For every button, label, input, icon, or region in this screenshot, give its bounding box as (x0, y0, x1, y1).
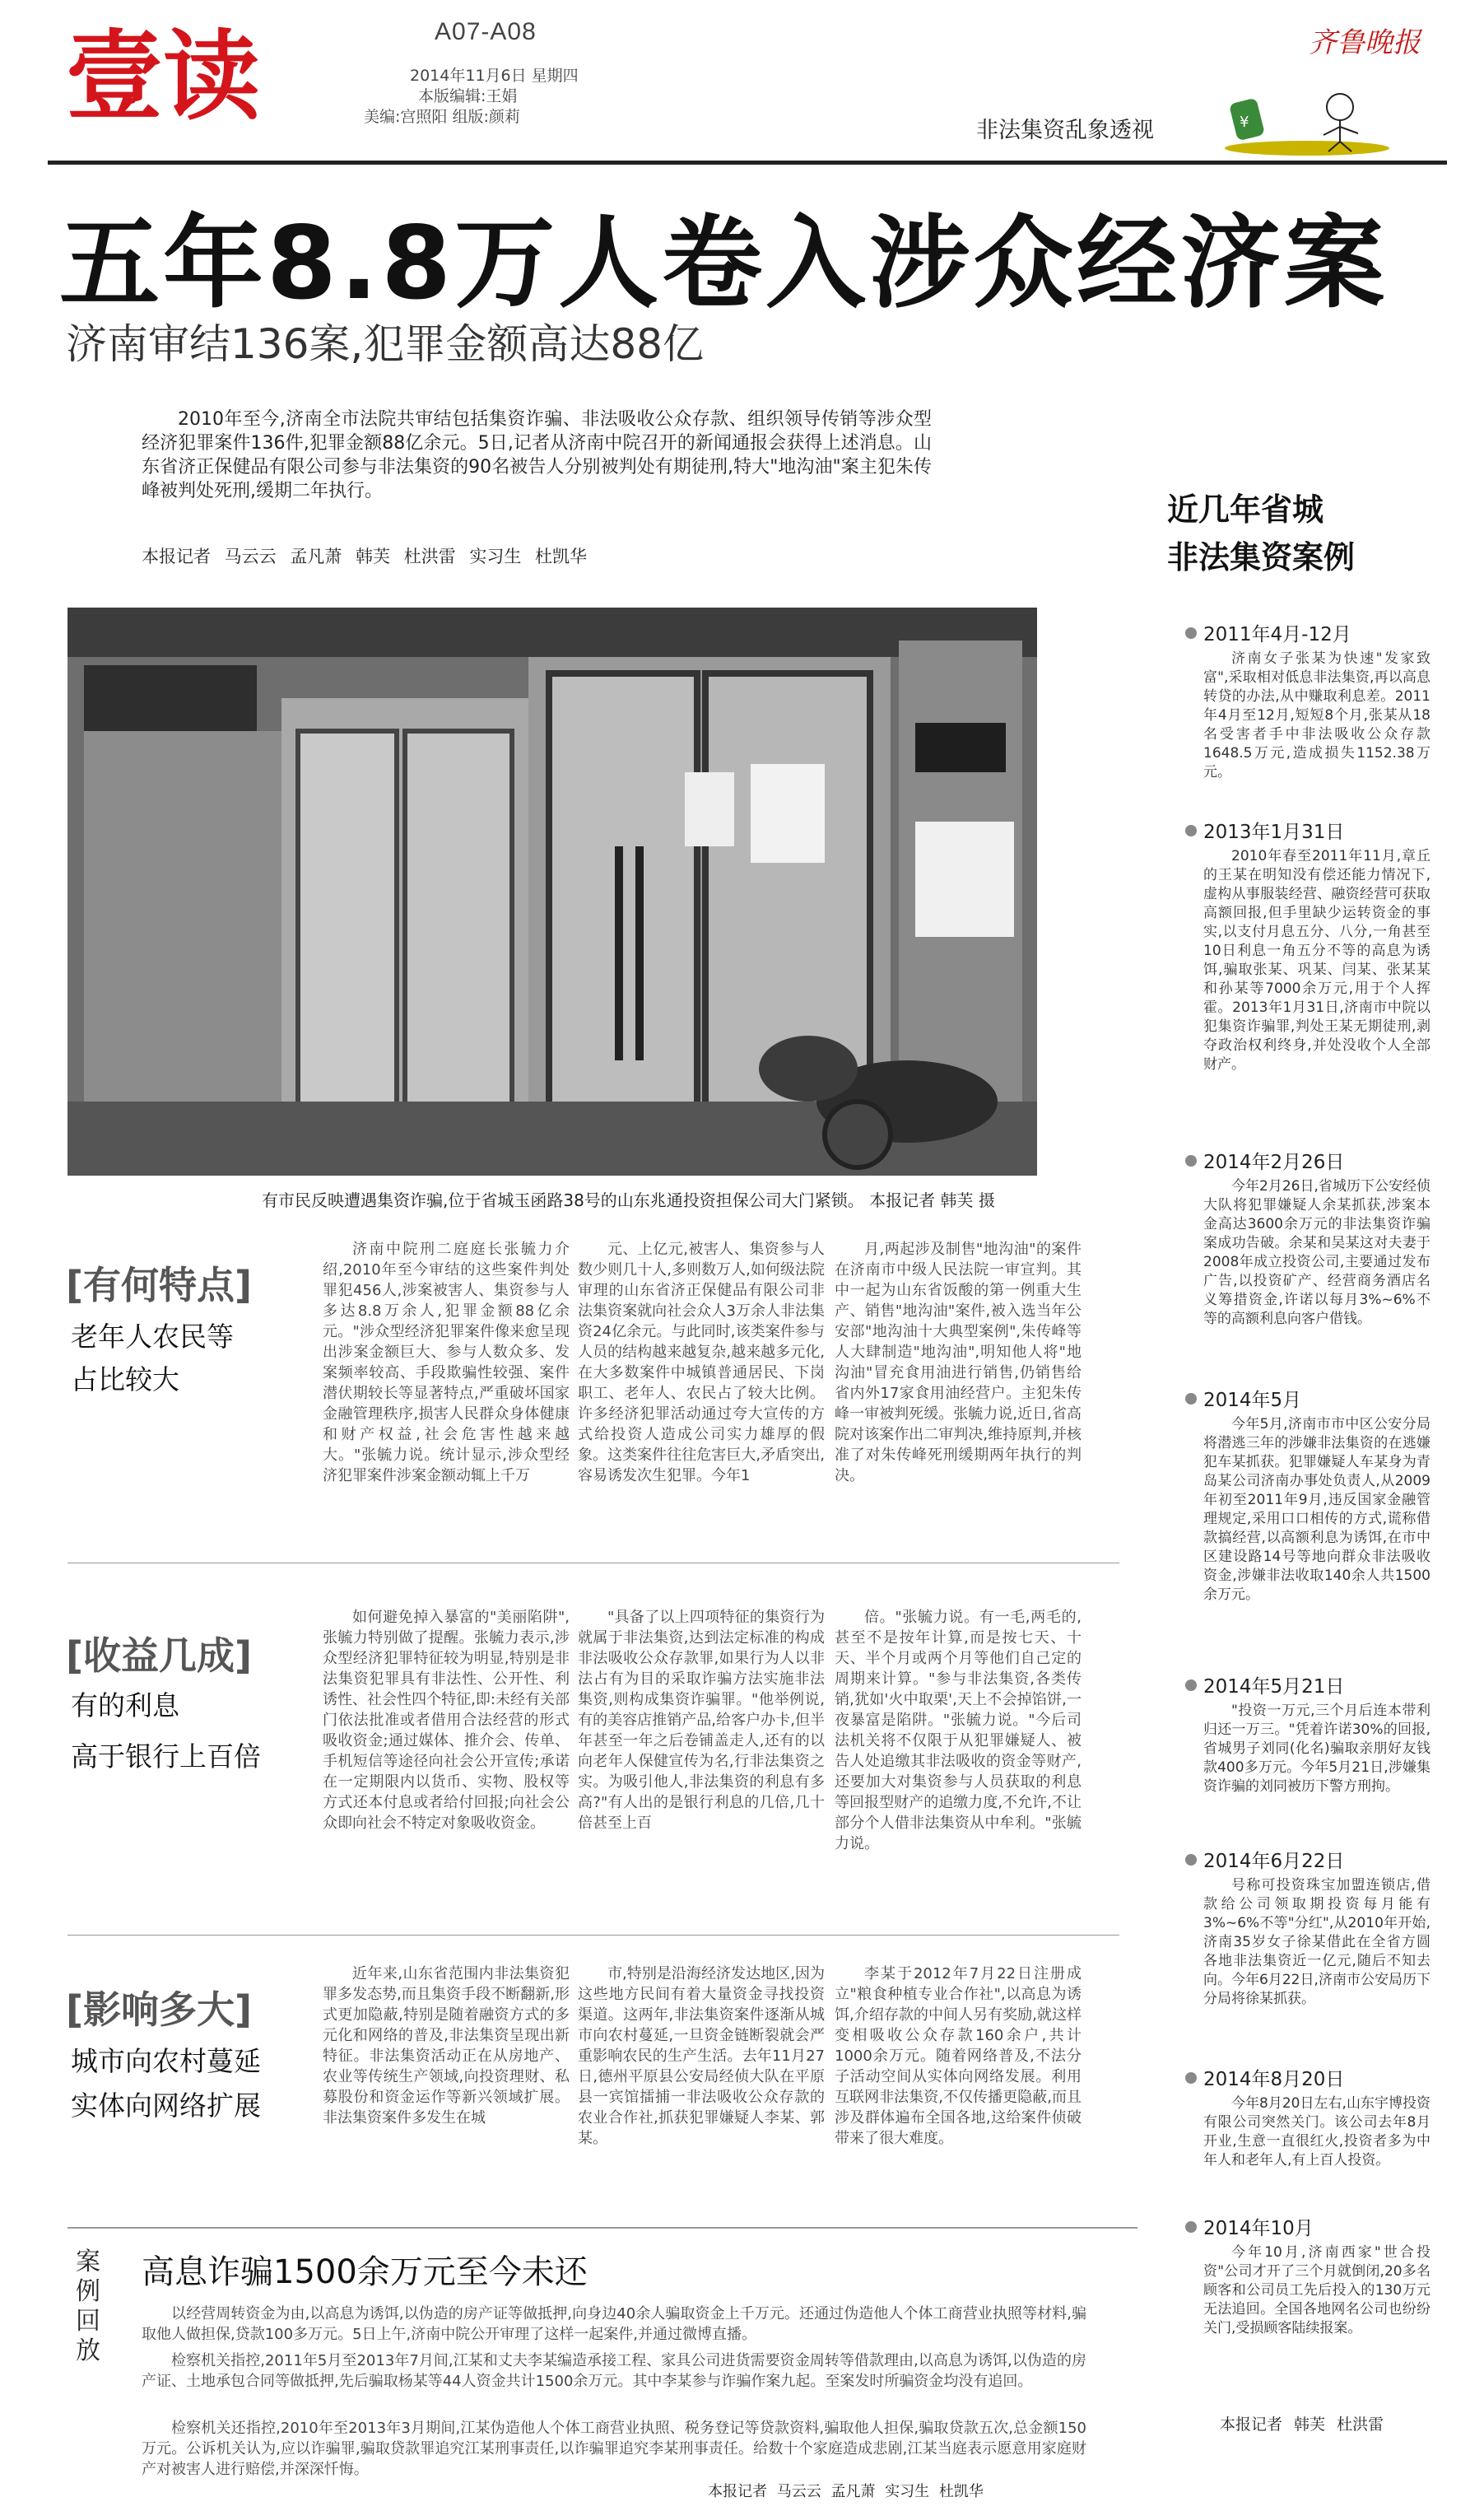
case-paragraph: 检察机关还指控,2010年至2013年3月期间,江某伪造他人个体工商营业执照、税务登记等贷款资料,骗取他人担保,骗取贷款五次,总金额150万元。公诉机关认为,应以诈骗罪,骗取贷款罪追究江某刑事责任,以诈骗罪追究李某刑事责任。给数十个家庭造成悲剧,江某当庭表示愿意用家庭财产对被害人进行赔偿,并深深忏悔。 (142, 2420, 1086, 2478)
sidebar-entry-date: 2014年2月26日 (1185, 1147, 1344, 1174)
section-column: 李某于2012年7月22日注册成立"粮食种植专业合作社",以高息为诱饵,介绍存款的中间人另有奖励,就这样变相吸收公众存款160余户,共计1000余万元。随着网络普及,不法分子活动空间从实体向网络发展。利用互联网非法集资,不仅传播更隐蔽,而且涉及群体遍布全国各地,这给案件侦破带来了很大难度。 (835, 1965, 1082, 2147)
section-tag: [有何特点] (66, 1263, 253, 1307)
bullet-icon (1185, 1155, 1197, 1167)
money-bag-illustration-icon (1217, 76, 1398, 158)
sidebar-entry-date: 2011年4月-12月 (1185, 619, 1351, 646)
brand-logo-text: 壹读 (66, 20, 261, 125)
sidebar-byline: 本报记者 韩芙 杜洪雷 (1220, 2415, 1384, 2434)
page-editor: 本版编辑:王娟 (418, 87, 518, 105)
sidebar-entry-text: 今年2月26日,省城历下公安经侦大队将犯罪嫌疑人余某抓获,涉案本金高达3600余万元的非法集资诈骗案成功告破。余某和吴某这对夫妻于2008年成立投资公司,主要通过发布广告,以投资矿产、经营商务酒店名义筹措资金,许诺以每月3%~6%不等的高额利息向客户借钱。 (1203, 1178, 1431, 1327)
lead-paragraph: 2010年至今,济南全市法院共审结包括集资诈骗、非法吸收公众存款、组织领导传销等涉众型经济犯罪案件136件,犯罪金额88亿余元。5日,记者从济南中院召开的新闻通报会获得上述消息。山东省济正保健品有限公司参与非法集资的90名被告人分别被判处有期徒刑,特大"地沟油"案主犯朱传峰被判处死刑,缓期二年执行。 (142, 409, 932, 501)
section-column: "具备了以上四项特征的集资行为就属于非法集资,达到法定标准的构成非法吸收公众存款罪,如果行为人以非法占有为目的采取诈骗方法实施非法集资,则构成集资诈骗罪。"他举例说,有的美容店推销产品,给客户办卡,但半年甚至一年之后卷铺盖走人,还有的以向老年人保健宣传为名,行非法集资之实。为吸引他人,非法集资的利息有多高?"有人出的是银行利息的几倍,几十倍甚至上百 (578, 1609, 825, 1832)
photo-caption: 有市民反映遭遇集资诈骗,位于省城玉函路38号的山东兆通投资担保公司大门紧锁。 本报记者 韩芙 摄 (262, 1190, 995, 1210)
section-tag: [收益几成] (66, 1633, 253, 1678)
bullet-icon (1185, 825, 1197, 836)
topic-label: 非法集资乱象透视 (976, 118, 1154, 143)
sidebar-entry-text: "投资一万元,三个月后连本带利归还一万三。"凭着许诺30%的回报,省城男子刘同(化名)骗取亲朋好友钱款400多万元。今年5月21日,涉嫌集资诈骗的刘同被历下警方刑拘。 (1203, 1703, 1431, 1795)
header-divider (48, 161, 1447, 165)
bullet-icon (1185, 1679, 1197, 1691)
sidebar-entry-date: 2014年5月 (1185, 1385, 1301, 1412)
section-subtitle: 城市向农村蔓延 (71, 2045, 261, 2077)
case-title: 高息诈骗1500余万元至今未还 (142, 2253, 588, 2291)
section-column: 如何避免掉入暴富的"美丽陷阱",张毓力特别做了提醒。张毓力表示,涉众型经济犯罪特征较为明显,特别是非法集资犯罪具有非法性、公开性、利诱性、社会性四个特征,即:未经有关部门依法批准或者借用合法经营的形式吸收资金;通过媒体、推介会、传单、手机短信等途径向社会公开宣传;承诺在一定期限内以货币、实物、股权等方式还本付息或者给付回报;向社会公众即向社会不特定对象吸收资金。 (323, 1609, 570, 1832)
section-subtitle: 高于银行上百倍 (71, 1740, 261, 1773)
sidebar-entry-text: 号称可投资珠宝加盟连锁店,借款给公司领取期投资每月能有3%~6%不等"分红",从2010年开始,济南35岁女子徐某借此在全省方圆各地非法集资近一亿元,随后不知去向。今年6月22日,济南市公安局历下分局将徐某抓获。 (1203, 1877, 1431, 2007)
subheadline: 济南审结136案,犯罪金额高达88亿 (66, 320, 704, 368)
sidebar-entry-date: 2014年8月20日 (1185, 2064, 1344, 2091)
bullet-icon (1185, 1393, 1197, 1405)
sidebar-entry-text: 今年5月,济南市市中区公安分局将潜逃三年的涉嫌非法集资的在逃嫌犯车某抓获。犯罪嫌疑人车某身为青岛某公司济南办事处负责人,从2009年初至2011年9月,违反国家金融管理规定,采用口口相传的方式,谎称借款搞经营,以高额利息为诱饵,在市中区建设路14号等地向群众非法吸收资金,涉嫌非法收取140余人共1500余万元。 (1203, 1416, 1431, 1603)
case-paragraph: 检察机关指控,2011年5月至2013年7月间,江某和丈夫李某编造承接工程、家具公司进货需要资金周转等借款理由,以高息为诱饵,以伪造的房产证、土地承包合同等做抵押,先后骗取杨某等44人资金共计1500余万元。其中李某参与诈骗作案九起。至案发时所骗资金均没有追回。 (142, 2352, 1086, 2390)
section-column: 倍。"张毓力说。有一毛,两毛的,甚至不是按年计算,而是按七天、十天、半个月或两个月等他们自己定的周期来计算。"参与非法集资,各类传销,犹如'火中取栗',天上不会掉馅饼,一夜暴富是陷阱。"张毓力说。"今后司法机关将不仅限于从犯罪嫌疑人、被告人处追缴其非法吸收的资金等财产,还要加大对集资参与人员获取的利息等回报型财产的追缴力度,不允许,不让部分个人借非法集资从中牟利。"张毓力说。 (835, 1609, 1082, 1852)
sidebar-entry-date: 2014年10月 (1185, 2213, 1314, 2240)
section-subtitle: 老年人农民等 (71, 1321, 234, 1353)
bullet-icon (1185, 627, 1197, 639)
section-tag: [影响多大] (66, 1987, 253, 2032)
bullet-icon (1185, 2072, 1197, 2084)
sidebar-entry-date: 2014年6月22日 (1185, 1846, 1344, 1873)
section-subtitle: 有的利息 (71, 1689, 179, 1721)
sidebar-entry-text: 2010年春至2011年11月,章丘的王某在明知没有偿还能力情况下,虚构从事服装经营、融资经营可获取高额回报,但手里缺少运转资金的事实,以支付月息五分、八分,一角甚至10日利息一角五分不等的高息为诱饵,骗取张某、巩某、闫某、张某某和孙某等7000余万元,用于个人挥霍。2013年1月31日,济南市中院以犯集资诈骗罪,判处王某无期徒刑,剥夺政治权利终身,并处没收个人全部财产。 (1203, 848, 1431, 1073)
section-column: 元、上亿元,被害人、集资参与人数少则几十人,多则数万人,如何级法院审理的山东省济正保健品有限公司非法集资案就向社会众人3万余人非法集资24亿余元。与此同时,该类案件参与人员的结构越来越复杂,越来越多元化,在大多数案件中城镇普通居民、下岗职工、老年人、农民占了较大比例。许多经济犯罪活动通过夸大宣传的方式给投资人造成公司实力雄厚的假象。这类案件往往危害巨大,矛盾突出,容易诱发次生犯罪。今年1 (578, 1241, 825, 1484)
section-subtitle: 占比较大 (71, 1363, 179, 1395)
svg-text:¥: ¥ (1240, 114, 1249, 131)
sidebar-entry-text: 济南女子张某为快速"发家致富",采取相对低息非法集资,再以高息转贷的办法,从中赚取利息差。2011年4月至12月,短短8个月,张某从18名受害者手中非法吸收公众存款1648.5万元,造成损失1152.38万元。 (1203, 650, 1431, 780)
page-art-credit: 美编:宫照阳 组版:颜莉 (364, 108, 520, 126)
sidebar-entry-text: 今年10月,济南西家"世合投资"公司才开了三个月就倒闭,20多名顾客和公司员工先后投入的130万元无法追回。全国各地网名公司也纷纷关门,受损顾客陆续报案。 (1203, 2244, 1431, 2336)
section-column: 近年来,山东省范围内非法集资犯罪多发态势,而且集资手段不断翻新,形式更加隐蔽,特别是随着融资方式的多元化和网络的普及,非法集资呈现出新特征。非法集资活动正在从房地产、农业等传统生产领域,向投资理财、私募股份和资金运作等新兴领域扩展。非法集资案件多发生在城 (323, 1965, 570, 2127)
page-range: A07-A08 (435, 18, 537, 45)
section-subtitle: 实体向网络扩展 (71, 2089, 261, 2122)
newspaper-logo: 齐鲁晚报 (1309, 26, 1421, 59)
case-label: 案例回放 (76, 2248, 100, 2365)
sidebar-title-line: 非法集资案例 (1167, 539, 1356, 575)
bullet-icon (1185, 2221, 1197, 2233)
section-column: 济南中院刑二庭庭长张毓力介绍,2010年至今审结的这些案件判处罪犯456人,涉案被害人、集资参与人多达8.8万余人,犯罪金额88亿余元。"涉众型经济犯罪案件像来愈呈现出涉案金额巨大、参与人数众多、发案频率较高、手段欺骗性较强、案件潜伏期较长等显著特点,严重破坏国家金融管理秩序,损害人民群众身体健康和财产权益,社会危害性越来越大。"张毓力说。统计显示,涉众型经济犯罪案件涉案金额动辄上千万 (323, 1241, 570, 1484)
sidebar-title-line: 近几年省城 (1167, 491, 1324, 528)
section-column: 月,两起涉及制售"地沟油"的案件在济南市中级人民法院一审宣判。其中一起为山东省饭酸的第一例重大生产、销售"地沟油"案件,被入选当年公安部"地沟油十大典型案例",朱传峰等人大肆制造"地沟油",明知他人将"地沟油"冒充食用油进行销售,仍销售给省内外17家食用油经营户。主犯朱传峰一审被判死缓。张毓力说,近日,省高院对该案作出二审判决,维持原判,并核准了对朱传峰死刑缓期两年执行的判决。 (835, 1241, 1082, 1484)
sidebar-entry-date: 2014年5月21日 (1185, 1671, 1344, 1698)
brand-logo (66, 18, 337, 125)
case-byline: 本报记者 马云云 孟凡萧 实习生 杜凯华 (708, 2483, 984, 2500)
issue-date: 2014年11月6日 星期四 (410, 67, 579, 85)
case-paragraph: 以经营周转资金为由,以高息为诱饵,以伪造的房产证等做抵押,向身边40余人骗取资金上千万元。还通过伪造他人个体工商营业执照等材料,骗取他人做担保,贷款100多万元。5日上午,济南中院公开审理了这样一起案件,并通过微博直播。 (142, 2305, 1086, 2343)
section-divider (67, 1935, 1119, 1936)
section-column: 市,特别是沿海经济发达地区,因为这些地方民间有着大量资金寻找投资渠道。这两年,非法集资案件逐渐从城市向农村蔓延,一旦资金链断裂就会严重影响农民的生产生活。去年11月27日,德州平原县公安局经侦大队在平原县一宾馆擂捕一非法吸收公众存款的农业合作社,抓获犯罪嫌疑人李某、郭某。 (578, 1965, 825, 2147)
bullet-icon (1185, 1854, 1197, 1866)
storefront-photo (67, 608, 1037, 1176)
article-byline: 本报记者 马云云 孟凡萧 韩芙 杜洪雷 实习生 杜凯华 (142, 547, 588, 566)
headline: 五年8.8万人卷入涉众经济案 (59, 205, 1389, 322)
brand-logo-mark (66, 18, 337, 125)
sidebar-title (1167, 486, 1355, 581)
sidebar-entry-date: 2013年1月31日 (1185, 817, 1344, 844)
sidebar-entry-text: 今年8月20日左右,山东宇博投资有限公司突然关门。该公司去年8月开业,生意一直很红火,投资者多为中年人和老年人,有上百人投资。 (1203, 2095, 1431, 2169)
